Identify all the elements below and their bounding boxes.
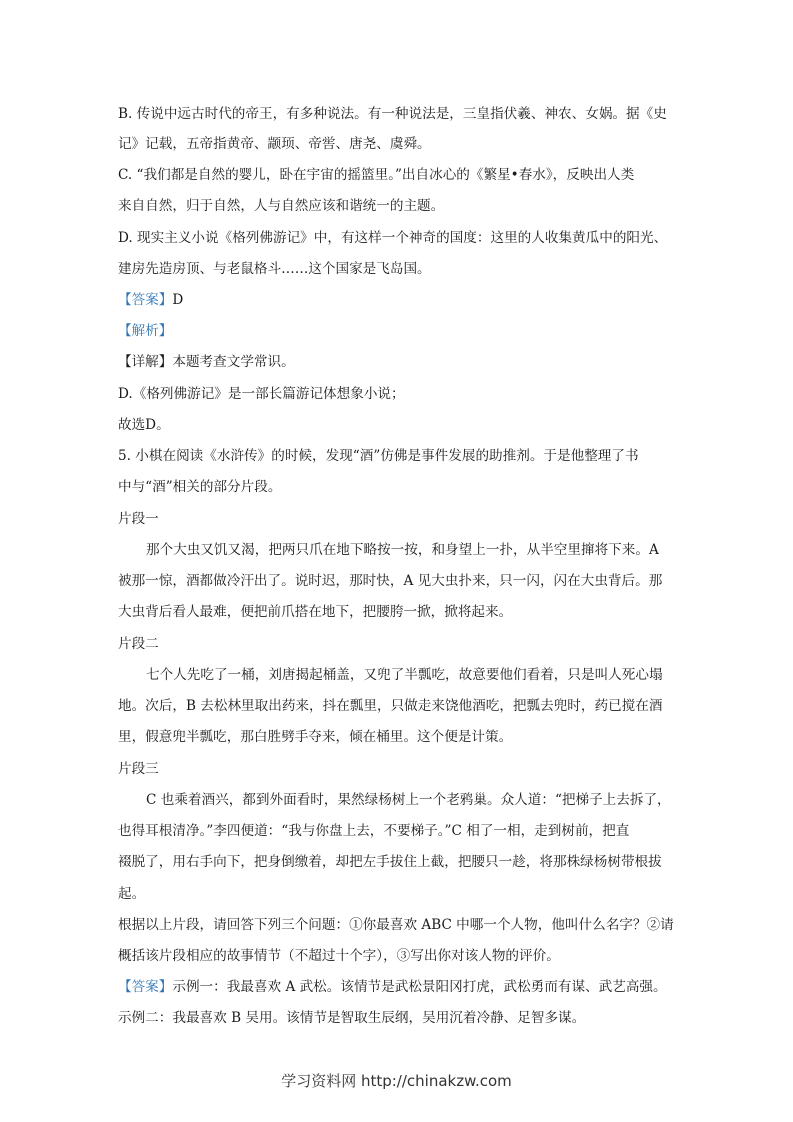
fragment-2-line-2: 地。次后，B 去松林里取出药来，抖在瓢里，只做走来饶他酒吃，把瓢去兜时，药已搅在酒 <box>118 698 663 714</box>
prompt-5-line-1: 根据以上片段，请回答下列三个问题：①你最喜欢 ABC 中哪一个人物，他叫什么名字？②请 <box>118 917 674 933</box>
answer-tag: 【答案】 <box>118 292 173 308</box>
option-b-line-2: 记》记载，五帝指黄帝、颛顼、帝喾、唐尧、虞舜。 <box>118 136 431 152</box>
fragment-1-title: 片段一 <box>118 511 159 527</box>
analysis-tag: 【解析】 <box>118 323 173 339</box>
answer-4 <box>118 290 183 310</box>
answer-value: D <box>172 292 184 308</box>
option-c-line-1: C. “我们都是自然的婴儿，卧在宇宙的摇篮里。”出自冰心的《繁星•春水》，反映出人类 <box>118 167 635 183</box>
question-5-line-2: 中与“酒”相关的部分片段。 <box>118 479 282 495</box>
footer-watermark: 学习资料网 http://chinakzw.com <box>281 1072 512 1090</box>
fragment-2-line-1: 七个人先吃了一桶，刘唐揭起桶盖，又兜了半瓢吃，故意要他们看着，只是叫人死心塌 <box>146 667 663 683</box>
detail-text: 本题考查文学常识。 <box>172 354 295 370</box>
answer-5-text-1: 示例一：我最喜欢 A 武松。该情节是武松景阳冈打虎，武松勇而有谋、武艺高强。 <box>172 979 667 995</box>
fragment-1-line-3: 大虫背后看人最难，便把前爪搭在地下，把腰胯一掀，掀将起来。 <box>118 604 513 620</box>
detail-4 <box>118 352 295 372</box>
question-5-line-1: 5. 小棋在阅读《水浒传》的时候，发现“酒”仿佛是事件发展的助推剂。于是他整理了书 <box>118 448 639 464</box>
fragment-2-line-3: 里，假意兜半瓢吃，那白胜劈手夺来，倾在桶里。这个便是计策。 <box>118 729 513 745</box>
fragment-3-line-3: 裰脱了，用右手向下，把身倒缴着，却把左手拔住上截，把腰只一趁，将那株绿杨树带根拔 <box>118 854 662 870</box>
fragment-1-line-2: 被那一惊，酒都做冷汗出了。说时迟，那时快，A 见大虫扑来，只一闪，闪在大虫背后。那 <box>118 573 663 589</box>
option-b-line-1: B. 传说中远古时代的帝王，有多种说法。有一种说法是，三皇指伏羲、神农、女娲。据《史 <box>118 106 667 122</box>
detail-tag: 【详解】 <box>118 354 173 370</box>
fragment-3-line-4: 起。 <box>118 886 146 902</box>
option-d-line-2: 建房先造房顶、与老鼠格斗……这个国家是飞岛国。 <box>118 261 431 277</box>
fragment-3-line-1: C 也乘着酒兴，都到外面看时，果然绿杨树上一个老鸦巢。众人道：“把梯子上去拆了， <box>146 792 671 808</box>
fragment-1-line-1: 那个大虫又饥又渴，把两只爪在地下略按一按，和身望上一扑，从半空里撺将下来。A <box>146 542 659 558</box>
explain-4-line-2: 故选D。 <box>118 417 170 433</box>
fragment-3-title: 片段三 <box>118 761 159 777</box>
option-d-line-1: D. 现实主义小说《格列佛游记》中，有这样一个神奇的国度：这里的人收集黄瓜中的阳光、 <box>118 230 668 246</box>
explain-4-line-1: D.《格列佛游记》是一部长篇游记体想象小说； <box>118 386 405 402</box>
option-c-line-2: 来自自然，归于自然，人与自然应该和谐统一的主题。 <box>118 198 445 214</box>
answer-5-line-2: 示例二：我最喜欢 B 吴用。该情节是智取生辰纲，吴用沉着冷静、足智多谋。 <box>118 1010 586 1026</box>
analysis-4 <box>118 321 172 341</box>
answer-5-tag: 【答案】 <box>118 979 173 995</box>
fragment-3-line-2: 也得耳根清净。”李四便道：“我与你盘上去，不要梯子。”C 相了一相，走到树前，把直 <box>118 823 630 839</box>
fragment-2-title: 片段二 <box>118 636 159 652</box>
answer-5-line-1 <box>118 977 667 997</box>
prompt-5-line-2: 概括该片段相应的故事情节（不超过十个字），③写出你对该人物的评价。 <box>118 948 560 964</box>
